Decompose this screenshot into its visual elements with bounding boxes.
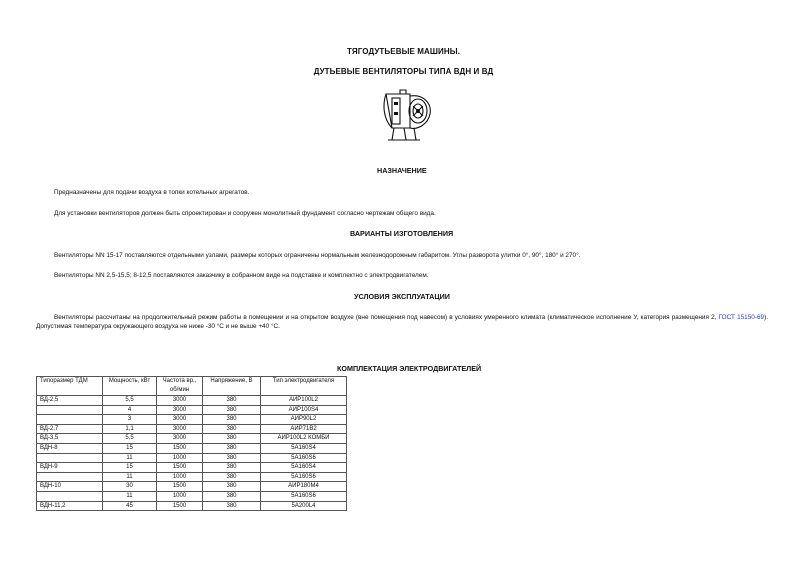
table-row <box>37 396 347 406</box>
table-cell: 3 <box>103 415 157 425</box>
table-cell: 1000 <box>157 453 203 463</box>
table-cell: 380 <box>203 501 261 511</box>
table-cell: 380 <box>203 472 261 482</box>
table-cell: АИР100L2 КОМБИ <box>261 434 347 444</box>
table-cell: 5А160S4 <box>261 443 347 453</box>
column-header: Типоразмер ТДМ <box>37 377 103 396</box>
table-cell: 5А160S6 <box>261 472 347 482</box>
table-cell: 1500 <box>157 501 203 511</box>
table-cell: 380 <box>203 434 261 444</box>
table-cell: 3000 <box>157 434 203 444</box>
table-cell: ВДН-10 <box>37 482 103 492</box>
table-row <box>37 434 347 444</box>
table-cell: 5А160S6 <box>261 453 347 463</box>
table-cell: 3000 <box>157 415 203 425</box>
table-cell: 5,5 <box>103 434 157 444</box>
table-cell: 380 <box>203 453 261 463</box>
table-cell: 1000 <box>157 472 203 482</box>
page-title: ТЯГОДУТЬЕВЫЕ МАШИНЫ. <box>346 47 461 56</box>
table-cell: 380 <box>203 424 261 434</box>
table-cell: 1500 <box>157 463 203 473</box>
table-row <box>37 405 347 415</box>
table-cell: 380 <box>203 396 261 406</box>
table-cell: 5А160S4 <box>261 463 347 473</box>
table-cell: 11 <box>103 453 157 463</box>
table-cell: 5,5 <box>103 396 157 406</box>
variants-paragraph-1: Вентиляторы NN 15-17 поставляются отдельными узлами, размеры которых ограничены нормальным железнодорожным габаритом. Углы разворота улитки 0°, 90°, 180° и 270°. <box>54 252 581 259</box>
table-cell <box>37 415 103 425</box>
table-row <box>37 482 347 492</box>
conditions-paragraph <box>36 313 768 331</box>
purpose-paragraph-1: Предназначены для подачи воздуха в топки котельных агрегатов. <box>54 189 250 196</box>
column-header: Мощность, кВт <box>103 377 157 396</box>
table-row <box>37 472 347 482</box>
conditions-text-2: ). Допустимая температура окружающего воздуха не ниже -30 °С и не выше +40 °С. <box>36 314 768 330</box>
table-cell: 5А200L4 <box>261 501 347 511</box>
table-cell: АИР100L2 <box>261 396 347 406</box>
purpose-paragraph-2: Для установки вентиляторов должен быть спроектирован и сооружен монолитный фундамент согласно чертежам общего вида. <box>54 210 436 217</box>
table-row <box>37 453 347 463</box>
table-row <box>37 463 347 473</box>
table-cell <box>37 453 103 463</box>
table-row <box>37 501 347 511</box>
table-cell: АИР90L2 <box>261 415 347 425</box>
table-cell <box>37 405 103 415</box>
table-cell <box>37 491 103 501</box>
table-cell: 380 <box>203 482 261 492</box>
table-row <box>37 443 347 453</box>
table-cell: ВД-2,7 <box>37 424 103 434</box>
gost-link[interactable]: ГОСТ 15150-69 <box>718 314 765 321</box>
conditions-heading: УСЛОВИЯ ЭКСПЛУАТАЦИИ <box>354 292 450 301</box>
table-cell: 15 <box>103 443 157 453</box>
table-row <box>37 424 347 434</box>
table-row <box>37 491 347 501</box>
table-cell: ВДН-11,2 <box>37 501 103 511</box>
motor-spec-table <box>36 376 347 511</box>
table-cell: 3000 <box>157 396 203 406</box>
table-cell: 1000 <box>157 491 203 501</box>
table-cell: 380 <box>203 415 261 425</box>
column-header: Частота вр., об/мин <box>157 377 203 396</box>
fan-icon <box>380 88 440 142</box>
page-subtitle: ДУТЬЕВЫЕ ВЕНТИЛЯТОРЫ ТИПА ВДН И ВД <box>313 67 494 76</box>
table-cell: 5А160S6 <box>261 491 347 501</box>
table-cell: ВД-2,5 <box>37 396 103 406</box>
table-heading: КОМПЛЕКТАЦИЯ ЭЛЕКТРОДВИГАТЕЛЕЙ <box>337 364 482 373</box>
table-cell: АИР180М4 <box>261 482 347 492</box>
table-cell: 1,1 <box>103 424 157 434</box>
table-cell: 1500 <box>157 482 203 492</box>
table-header-row <box>37 377 347 396</box>
table-cell: ВДН-9 <box>37 463 103 473</box>
table-cell: 4 <box>103 405 157 415</box>
column-header: Напряжение, В <box>203 377 261 396</box>
table-cell: ВДН-8 <box>37 443 103 453</box>
table-row <box>37 415 347 425</box>
table-cell: 380 <box>203 463 261 473</box>
table-cell: АИР100S4 <box>261 405 347 415</box>
table-cell: 15 <box>103 463 157 473</box>
table-cell: АИР71В2 <box>261 424 347 434</box>
table-cell <box>37 472 103 482</box>
variants-heading: ВАРИАНТЫ ИЗГОТОВЛЕНИЯ <box>350 229 454 238</box>
table-cell: 3000 <box>157 405 203 415</box>
table-cell: 11 <box>103 472 157 482</box>
table-cell: 45 <box>103 501 157 511</box>
purpose-heading: НАЗНАЧЕНИЕ <box>377 166 427 175</box>
table-cell: 380 <box>203 405 261 415</box>
variants-paragraph-2: Вентиляторы NN 2,5-15,5; 8-12,5 поставляются заказчику в собранном виде на подставке и комплектно с электродвигателем. <box>54 272 429 279</box>
table-cell: 30 <box>103 482 157 492</box>
table-cell: 3000 <box>157 424 203 434</box>
conditions-text-1: Вентиляторы рассчитаны на продолжительный режим работы в помещении и на открытом воздухе (вне помещения под навесом) в условиях умеренного климата (климатическое исполнение У, категория размещения 2, <box>54 314 719 321</box>
table-cell: 1500 <box>157 443 203 453</box>
table-cell: 380 <box>203 443 261 453</box>
table-cell: 11 <box>103 491 157 501</box>
table-cell: 380 <box>203 491 261 501</box>
table-cell: ВД-3,5 <box>37 434 103 444</box>
column-header: Тип электродвигателя <box>261 377 347 396</box>
